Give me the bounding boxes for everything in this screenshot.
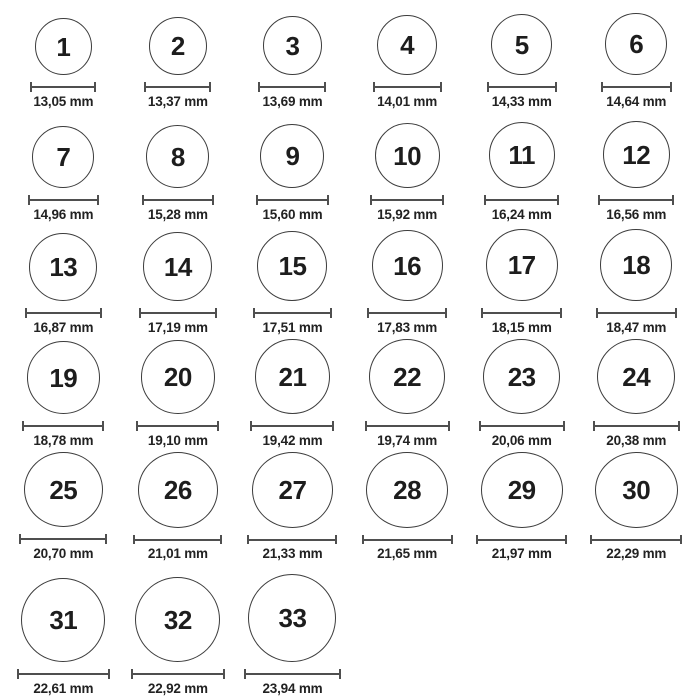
size-number: 17: [507, 250, 536, 280]
diameter-label: 20,70 mm: [33, 546, 94, 561]
size-number: 32: [163, 604, 192, 635]
diameter-label: 22,92 mm: [147, 681, 208, 696]
diameter-label: 14,01 mm: [377, 94, 438, 109]
ring-circle: [595, 452, 678, 528]
diameter-ruler: [370, 195, 444, 205]
ring-circle: [146, 125, 209, 188]
size-number: 10: [393, 140, 422, 171]
ring-size-cell: [6, 113, 121, 226]
ring-size-cell: [235, 339, 350, 452]
ring-circle: [248, 574, 336, 662]
diameter-ruler: [593, 421, 680, 431]
size-row: [6, 452, 694, 565]
ring-circle: [260, 124, 324, 188]
diameter-ruler: [139, 308, 217, 318]
diameter-label: 18,78 mm: [33, 433, 94, 448]
size-number: 12: [622, 139, 651, 170]
diameter-label: 16,56 mm: [606, 207, 667, 222]
ring-size-cell: [121, 452, 236, 565]
diameter-ruler: [256, 195, 329, 205]
size-number: 16: [393, 250, 422, 281]
ring-circle: [29, 233, 97, 301]
ring-size-cell: [579, 452, 694, 565]
diameter-label: 17,19 mm: [147, 320, 208, 335]
diameter-ruler: [479, 421, 565, 431]
ring-circle: [600, 229, 672, 301]
ring-circle: [141, 340, 215, 414]
ring-circle: [135, 577, 220, 662]
diameter-ruler: [28, 195, 99, 205]
ring-circle: [263, 16, 322, 75]
diameter-ruler: [598, 195, 674, 205]
size-number: 15: [278, 251, 307, 281]
ring-circle: [491, 14, 552, 75]
ring-circle: [21, 578, 105, 662]
diameter-label: 18,15 mm: [491, 320, 552, 335]
ring-size-cell: [121, 339, 236, 452]
ring-circle: [35, 18, 92, 75]
diameter-ruler: [601, 82, 672, 92]
ring-size-cell: [235, 113, 350, 226]
ring-size-cell: [6, 226, 121, 339]
diameter-ruler: [362, 535, 453, 544]
ring-circle: [377, 15, 437, 75]
diameter-label: 13,05 mm: [33, 94, 94, 109]
ring-size-cell: [579, 113, 694, 226]
size-number: 3: [285, 30, 300, 61]
diameter-label: 20,38 mm: [606, 433, 667, 448]
ring-size-cell: [6, 339, 121, 452]
diameter-label: 15,92 mm: [377, 207, 438, 222]
ring-size-cell: [350, 226, 465, 339]
ring-circle: [369, 339, 445, 414]
size-number: 21: [278, 361, 307, 392]
ring-size-cell: [6, 0, 121, 113]
ring-size-cell: [579, 226, 694, 339]
size-number: 4: [400, 30, 415, 60]
diameter-ruler: [131, 669, 225, 679]
diameter-ruler: [19, 534, 107, 544]
diameter-label: 13,37 mm: [147, 94, 208, 109]
diameter-label: 21,33 mm: [262, 546, 323, 561]
diameter-label: 16,87 mm: [33, 320, 94, 335]
size-number: 13: [49, 252, 78, 282]
diameter-label: 21,65 mm: [377, 546, 438, 561]
ring-size-cell: [464, 226, 579, 339]
size-number: 30: [622, 474, 651, 505]
size-row: [6, 339, 694, 452]
ring-circle: [372, 230, 443, 301]
ring-circle: [257, 231, 327, 301]
ring-circle: [24, 452, 103, 527]
diameter-label: 18,47 mm: [606, 320, 667, 335]
ring-circle: [149, 17, 207, 75]
ring-size-cell: [121, 565, 236, 700]
diameter-label: 14,64 mm: [606, 94, 667, 109]
size-row: [6, 0, 694, 113]
size-number: 18: [622, 250, 651, 280]
diameter-ruler: [136, 421, 219, 431]
size-number: 27: [278, 474, 307, 505]
ring-size-cell: [579, 0, 694, 113]
ring-circle: [489, 122, 555, 188]
diameter-ruler: [17, 669, 110, 679]
ring-size-cell: [121, 113, 236, 226]
size-row: [6, 113, 694, 226]
size-number: 5: [514, 29, 529, 60]
size-number: 20: [163, 362, 192, 392]
ring-circle: [486, 229, 558, 301]
ring-circle: [603, 121, 670, 188]
diameter-ruler: [487, 82, 557, 92]
size-number: 7: [56, 142, 71, 172]
ring-size-cell: [350, 452, 465, 565]
diameter-label: 22,29 mm: [606, 546, 667, 561]
diameter-ruler: [244, 669, 341, 679]
ring-size-cell: [464, 452, 579, 565]
size-number: 14: [163, 251, 192, 282]
diameter-label: 14,33 mm: [491, 94, 552, 109]
diameter-ruler: [476, 535, 567, 544]
diameter-ruler: [144, 82, 211, 92]
diameter-label: 22,61 mm: [33, 681, 94, 696]
ring-size-cell: [350, 0, 465, 113]
ring-circle: [597, 339, 675, 414]
diameter-label: 15,60 mm: [262, 207, 323, 222]
ring-size-cell: [6, 565, 121, 700]
diameter-ruler: [365, 421, 450, 431]
size-number: 11: [508, 140, 535, 170]
diameter-ruler: [22, 421, 104, 431]
ring-size-cell: [235, 0, 350, 113]
ring-circle: [138, 452, 218, 528]
size-number: 19: [49, 362, 78, 393]
size-number: 29: [507, 474, 536, 505]
diameter-ruler: [142, 195, 214, 205]
diameter-ruler: [25, 308, 102, 318]
ring-circle: [481, 452, 563, 528]
diameter-label: 17,83 mm: [377, 320, 438, 335]
ring-size-cell: [121, 0, 236, 113]
diameter-label: 19,74 mm: [377, 433, 438, 448]
ring-size-cell: [121, 226, 236, 339]
diameter-ruler: [481, 308, 562, 318]
diameter-ruler: [247, 535, 337, 544]
diameter-ruler: [373, 82, 442, 92]
size-number: 1: [56, 31, 71, 62]
diameter-label: 19,10 mm: [147, 433, 208, 448]
size-number: 28: [393, 474, 422, 505]
diameter-label: 21,97 mm: [491, 546, 552, 561]
size-number: 6: [629, 29, 644, 59]
ring-circle: [605, 13, 667, 75]
diameter-ruler: [250, 421, 334, 431]
diameter-ruler: [367, 308, 447, 318]
diameter-label: 20,06 mm: [491, 433, 552, 448]
diameter-ruler: [258, 82, 326, 92]
size-number: 31: [49, 605, 78, 635]
diameter-label: 21,01 mm: [147, 546, 208, 561]
diameter-label: 13,69 mm: [262, 94, 323, 109]
diameter-ruler: [596, 308, 677, 318]
ring-size-cell: [579, 339, 694, 452]
diameter-label: 17,51 mm: [262, 320, 323, 335]
size-row: [6, 226, 694, 339]
diameter-label: 23,94 mm: [262, 681, 323, 696]
size-number: 24: [622, 361, 651, 392]
ring-size-cell: [235, 226, 350, 339]
ring-size-cell: [350, 113, 465, 226]
ring-size-cell: [464, 0, 579, 113]
diameter-label: 15,28 mm: [147, 207, 208, 222]
diameter-label: 14,96 mm: [33, 207, 94, 222]
ring-circle: [483, 339, 560, 414]
size-number: 26: [163, 474, 192, 505]
ring-circle: [255, 339, 330, 414]
size-number: 33: [278, 603, 307, 633]
ring-size-cell: [235, 452, 350, 565]
ring-circle: [375, 123, 440, 188]
size-row: [6, 565, 694, 700]
size-number: 23: [507, 361, 536, 392]
size-number: 25: [49, 474, 78, 505]
size-number: 2: [170, 31, 185, 61]
size-number: 9: [285, 141, 300, 171]
diameter-ruler: [484, 195, 559, 205]
diameter-ruler: [590, 535, 682, 544]
ring-circle: [143, 232, 212, 301]
diameter-label: 16,24 mm: [491, 207, 552, 222]
ring-circle: [366, 452, 448, 528]
diameter-ruler: [30, 82, 96, 92]
size-number: 8: [170, 141, 185, 172]
ring-size-cell: [464, 339, 579, 452]
diameter-ruler: [133, 535, 222, 544]
ring-size-cell: [235, 565, 350, 700]
ring-circle: [32, 126, 94, 188]
ring-size-cell: [350, 339, 465, 452]
ring-size-cell: [464, 113, 579, 226]
size-number: 22: [393, 361, 422, 392]
ring-circle: [27, 341, 100, 414]
diameter-ruler: [253, 308, 332, 318]
ring-circle: [252, 452, 333, 528]
diameter-label: 19,42 mm: [262, 433, 323, 448]
ring-size-cell: [6, 452, 121, 565]
